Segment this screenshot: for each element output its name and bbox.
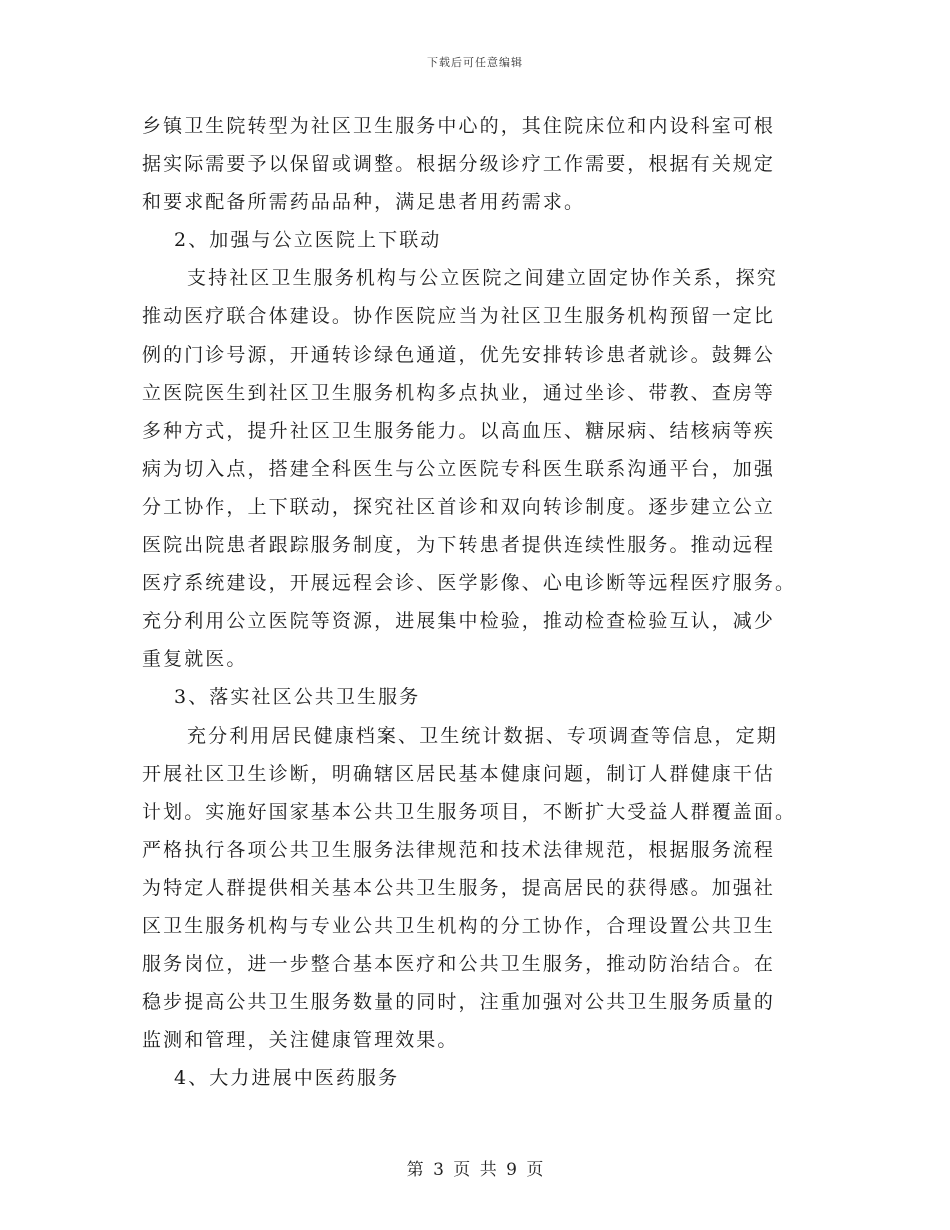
paragraph-line: 为特定人群提供相关基本公共卫生服务，提高居民的获得感。加强社 — [142, 876, 776, 899]
paragraph-line: 充分利用公立医院等资源，进展集中检验，推动检查检验互认，减少 — [142, 610, 776, 633]
paragraph-line: 支持社区卫生服务机构与公立医院之间建立固定协作关系，探究 — [187, 267, 778, 290]
paragraph-line: 服务岗位，进一步整合基本医疗和公共卫生服务，推动防治结合。在 — [142, 953, 776, 976]
document-body — [142, 107, 802, 1097]
paragraph-line: 推动医疗联合体建设。协作医院应当为社区卫生服务机构预留一定比 — [142, 305, 776, 328]
paragraph-line: 严格执行各项公共卫生服务法律规范和技术法律规范，根据服务流程 — [142, 838, 776, 861]
paragraph-line: 充分利用居民健康档案、卫生统计数据、专项调查等信息，定期 — [187, 724, 778, 747]
paragraph-line: 病为切入点，搭建全科医生与公立医院专科医生联系沟通平台，加强 — [142, 457, 776, 480]
paragraph-line: 据实际需要予以保留或调整。根据分级诊疗工作需要，根据有关规定 — [142, 153, 776, 176]
section-heading: 3、落实社区公共卫生服务 — [174, 686, 421, 709]
page-number-footer: 第 3 页 共 9 页 — [406, 1160, 544, 1180]
paragraph-line: 医疗系统建设，开展远程会诊、医学影像、心电诊断等远程医疗服务。 — [142, 572, 797, 595]
paragraph-line: 计划。实施好国家基本公共卫生服务项目，不断扩大受益人群覆盖面。 — [142, 800, 797, 823]
paragraph-line: 监测和管理，关注健康管理效果。 — [142, 1029, 459, 1052]
paragraph-line: 开展社区卫生诊断，明确辖区居民基本健康问题，制订人群健康干估 — [142, 762, 776, 785]
paragraph-line: 和要求配备所需药品品种，满足患者用药需求。 — [142, 191, 586, 214]
paragraph-line: 分工协作，上下联动，探究社区首诊和双向转诊制度。逐步建立公立 — [142, 495, 776, 518]
paragraph-line: 稳步提高公共卫生服务数量的同时，注重加强对公共卫生服务质量的 — [142, 991, 776, 1014]
section-heading: 4、大力进展中医药服务 — [174, 1067, 400, 1090]
paragraph-line: 例的门诊号源，开通转诊绿色通道，优先安排转诊患者就诊。鼓舞公 — [142, 343, 776, 366]
paragraph-line: 重复就医。 — [142, 648, 248, 671]
paragraph-line: 医院出院患者跟踪服务制度，为下转患者提供连续性服务。推动远程 — [142, 534, 776, 557]
paragraph-line: 乡镇卫生院转型为社区卫生服务中心的，其住院床位和内设科室可根 — [142, 115, 776, 137]
paragraph-line: 立医院医生到社区卫生服务机构多点执业，通过坐诊、带教、查房等 — [142, 381, 776, 404]
section-heading: 2、加强与公立医院上下联动 — [174, 229, 442, 252]
paragraph-line: 区卫生服务机构与专业公共卫生机构的分工协作，合理设置公共卫生 — [142, 914, 776, 937]
paragraph-line: 多种方式，提升社区卫生服务能力。以高血压、糖尿病、结核病等疾 — [142, 419, 776, 442]
page-header: 下载后可任意编辑 — [427, 56, 523, 69]
